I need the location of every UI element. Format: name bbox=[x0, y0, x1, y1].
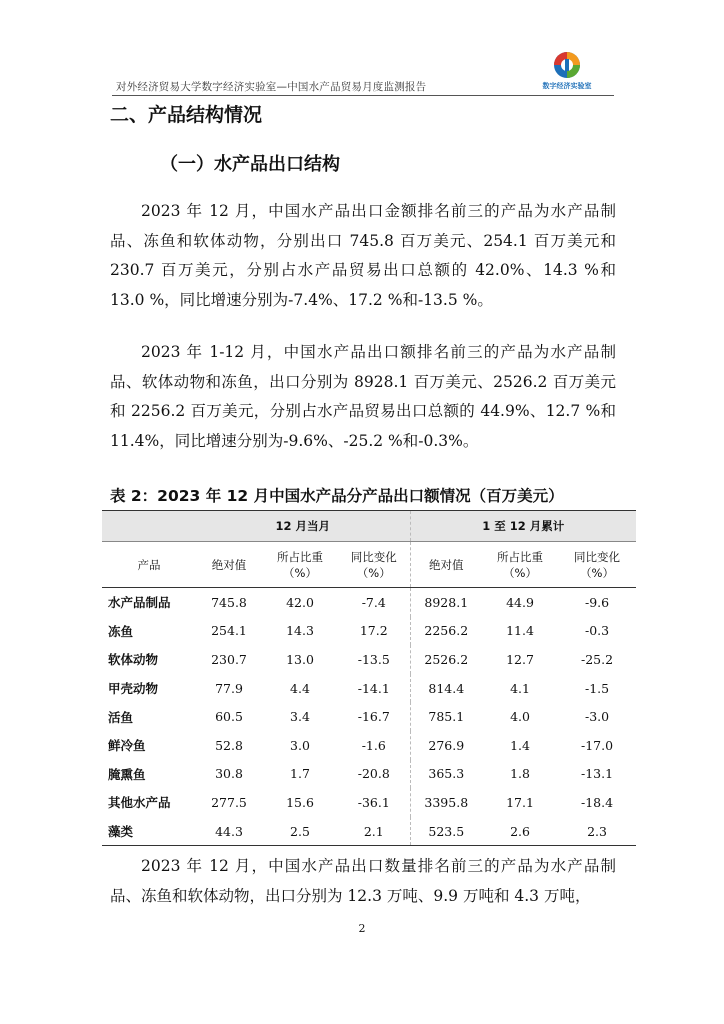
cell-m-share: 3.0 bbox=[290, 737, 310, 753]
cell-m-share: 2.5 bbox=[262, 817, 338, 846]
table-row bbox=[102, 760, 636, 789]
cell-m-yoy: 17.2 bbox=[359, 623, 388, 639]
row-product-name: 软体动物 bbox=[108, 652, 159, 668]
cell-m-share: 13.0 bbox=[286, 651, 314, 667]
cell-y-abs: 3395.8 bbox=[410, 788, 482, 817]
table-row bbox=[102, 588, 636, 617]
cell-m-abs: 44.3 bbox=[196, 817, 262, 846]
cell-y-share: 2.6 bbox=[482, 817, 558, 846]
cell-y-abs: 814.4 bbox=[410, 674, 482, 703]
group-header-month: 12 月当月 bbox=[196, 511, 410, 542]
cell-y-yoy: -13.1 bbox=[581, 766, 614, 782]
cell-m-share: 4.4 bbox=[290, 680, 310, 696]
cell-y-yoy: -25.2 bbox=[581, 651, 614, 667]
col-header-month-share: 所占比重 （%） bbox=[262, 542, 338, 588]
col-header-ytd-share: 所占比重 （%） bbox=[482, 542, 558, 588]
cell-y-share: 11.4 bbox=[506, 623, 534, 639]
row-product-name: 活鱼 bbox=[108, 709, 134, 725]
export-by-product-table bbox=[102, 510, 636, 846]
cell-y-yoy: -0.3 bbox=[584, 623, 610, 639]
cell-m-yoy: -20.8 bbox=[357, 766, 390, 782]
cell-m-abs: 745.8 bbox=[211, 594, 247, 610]
cell-m-abs: 60.5 bbox=[215, 709, 243, 725]
cell-y-share: 17.1 bbox=[506, 794, 534, 810]
table-row bbox=[102, 674, 636, 703]
cell-m-abs: 52.8 bbox=[215, 737, 243, 753]
cell-m-yoy: -36.1 bbox=[357, 794, 390, 810]
cell-y-share: 1.8 bbox=[510, 766, 530, 782]
table-row bbox=[102, 817, 636, 846]
cell-m-yoy: -7.4 bbox=[361, 594, 386, 610]
cell-y-abs: 8928.1 bbox=[410, 588, 482, 617]
cell-m-yoy: -1.6 bbox=[361, 737, 386, 753]
cell-y-abs: 785.1 bbox=[410, 702, 482, 731]
cell-m-abs: 77.9 bbox=[215, 680, 243, 696]
row-product-name: 其他水产品 bbox=[108, 795, 171, 811]
cell-m-abs: 30.8 bbox=[215, 766, 243, 782]
cell-m-abs: 277.5 bbox=[211, 794, 247, 810]
row-product-name: 腌熏鱼 bbox=[108, 766, 146, 782]
cell-y-share: 4.0 bbox=[510, 709, 530, 725]
paragraph-volume: 2023 年 12 月，中国水产品出口数量排名前三的产品为水产品制品、冻鱼和软体动物，出口分别为 12.3 万吨、9.9 万吨和 4.3 万吨， bbox=[110, 857, 616, 905]
cell-m-share: 1.7 bbox=[290, 766, 310, 782]
cell-y-share: 44.9 bbox=[506, 594, 534, 610]
globe-logo-icon bbox=[528, 50, 606, 84]
cell-y-abs: 2526.2 bbox=[410, 645, 482, 674]
cell-m-yoy: -13.5 bbox=[357, 651, 390, 667]
cell-y-abs: 276.9 bbox=[410, 731, 482, 760]
cell-m-abs: 230.7 bbox=[211, 651, 247, 667]
lab-logo bbox=[528, 50, 606, 96]
cell-y-abs: 523.5 bbox=[410, 817, 482, 846]
section-title: 二、产品结构情况 bbox=[110, 104, 263, 126]
row-product-name: 水产品制品 bbox=[108, 595, 171, 611]
cell-y-abs: 2256.2 bbox=[410, 617, 482, 646]
cell-m-share: 3.4 bbox=[290, 709, 310, 725]
table-row bbox=[102, 645, 636, 674]
cell-m-abs: 254.1 bbox=[211, 623, 247, 639]
col-header-ytd-yoy: 同比变化 （%） bbox=[558, 542, 636, 588]
cell-m-share: 42.0 bbox=[286, 594, 314, 610]
row-product-name: 藻类 bbox=[102, 817, 196, 846]
cell-y-yoy: -9.6 bbox=[584, 594, 610, 610]
cell-y-share: 12.7 bbox=[506, 651, 534, 667]
col-header-product: 产品 bbox=[102, 542, 196, 588]
paragraph-monthly: 2023 年 12 月，中国水产品出口金额排名前三的产品为水产品制品、冻鱼和软体动物，分别出口 745.8 百万美元、254.1 百万美元和 230.7 百万美元，分别占水产品贸易出口总额的 42.0%、14.3 %和 13.0 %，同比增速分别为-7.4%、17.2 %和-13.5 %。 bbox=[110, 202, 616, 309]
cell-m-yoy: -14.1 bbox=[357, 680, 390, 696]
cell-y-yoy: -3.0 bbox=[584, 709, 610, 725]
cell-y-yoy: -17.0 bbox=[581, 737, 614, 753]
cell-m-share: 14.3 bbox=[286, 623, 314, 639]
subsection-title: （一）水产品出口结构 bbox=[160, 154, 340, 175]
cell-m-share: 15.6 bbox=[286, 794, 314, 810]
row-product-name: 甲壳动物 bbox=[108, 681, 159, 697]
cell-y-yoy: 2.3 bbox=[558, 817, 636, 846]
col-header-ytd-abs: 绝对值 bbox=[410, 542, 482, 588]
cell-y-share: 4.1 bbox=[510, 680, 530, 696]
page-number: 2 bbox=[358, 922, 366, 935]
logo-caption: 数字经济实验室 bbox=[542, 82, 592, 90]
row-product-name: 鲜冷鱼 bbox=[108, 738, 146, 754]
row-product-name: 冻鱼 bbox=[108, 623, 134, 639]
table-caption: 表 2：2023 年 12 月中国水产品分产品出口额情况（百万美元） bbox=[110, 487, 564, 505]
cell-y-abs: 365.3 bbox=[410, 760, 482, 789]
table-row bbox=[102, 788, 636, 817]
table-corner bbox=[102, 511, 196, 542]
running-header: 对外经济贸易大学数字经济实验室—中国水产品贸易月度监测报告 bbox=[116, 81, 427, 93]
col-header-month-abs: 绝对值 bbox=[196, 542, 262, 588]
col-header-month-yoy: 同比变化 （%） bbox=[338, 542, 410, 588]
group-header-ytd: 1 至 12 月累计 bbox=[410, 511, 636, 542]
table-row bbox=[102, 617, 636, 646]
cell-y-yoy: -18.4 bbox=[581, 794, 614, 810]
cell-y-share: 1.4 bbox=[510, 737, 530, 753]
cell-m-yoy: -16.7 bbox=[357, 709, 390, 725]
paragraph-annual: 2023 年 1-12 月，中国水产品出口额排名前三的产品为水产品制品、软体动物和冻鱼，出口分别为 8928.1 百万美元、2526.2 百万美元和 2256.2 百万美元，分别占水产品贸易出口总额的 44.9%、12.7 %和 11.4%，同比增速分别为-9.6%、-25.2 %和-0.3%。 bbox=[110, 343, 616, 450]
cell-y-yoy: -1.5 bbox=[584, 680, 610, 696]
cell-m-yoy: 2.1 bbox=[338, 817, 410, 846]
table-row bbox=[102, 731, 636, 760]
table-row bbox=[102, 702, 636, 731]
